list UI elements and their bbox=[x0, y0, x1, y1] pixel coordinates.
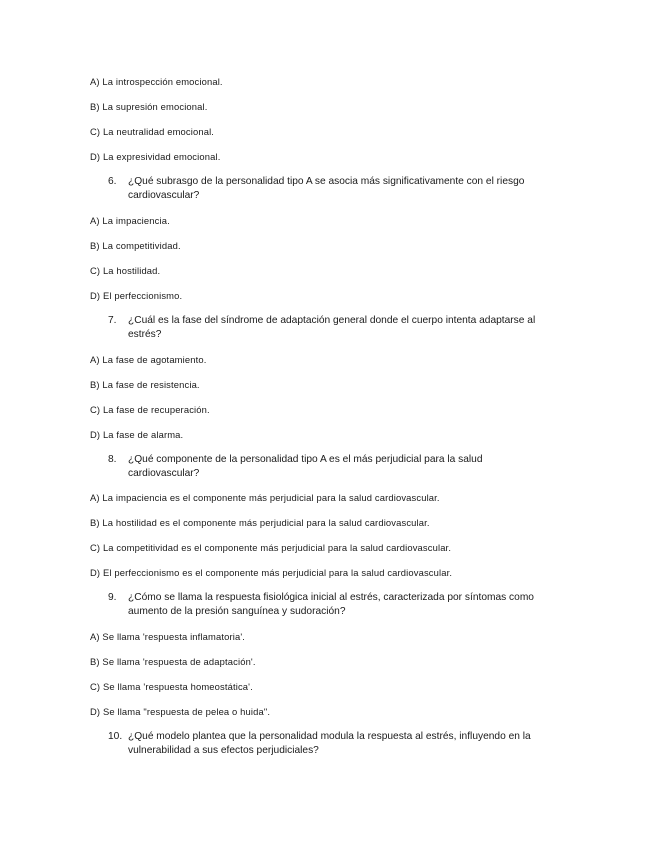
question-7-text: ¿Cuál es la fase del síndrome de adaptación general donde el cuerpo intenta adaptarse al estrés? bbox=[128, 315, 536, 340]
question-9-number: 9. bbox=[108, 592, 117, 603]
q7-option-c: C) La fase de recuperación. bbox=[90, 404, 210, 415]
question-6 bbox=[108, 175, 548, 203]
q8-option-d: D) El perfeccionismo es el componente más perjudicial para la salud cardiovascular. bbox=[90, 567, 453, 578]
question-10-text: ¿Qué modelo plantea que la personalidad modula la respuesta al estrés, influyendo en la vulnerabilidad a sus efectos perjudiciales? bbox=[128, 731, 531, 756]
q5-option-b: B) La supresión emocional. bbox=[90, 101, 208, 112]
question-7-number: 7. bbox=[108, 315, 117, 326]
question-10-number: 10. bbox=[108, 731, 123, 742]
q7-option-b: B) La fase de resistencia. bbox=[90, 379, 200, 390]
q5-option-c: C) La neutralidad emocional. bbox=[90, 126, 215, 137]
q6-option-b: B) La competitividad. bbox=[90, 240, 181, 251]
question-7 bbox=[108, 314, 548, 342]
q8-option-b: B) La hostilidad es el componente más perjudicial para la salud cardiovascular. bbox=[90, 517, 430, 528]
q6-option-c: C) La hostilidad. bbox=[90, 265, 161, 276]
q8-option-a: A) La impaciencia es el componente más perjudicial para la salud cardiovascular. bbox=[90, 492, 440, 503]
q8-option-c: C) La competitividad es el componente más perjudicial para la salud cardiovascular. bbox=[90, 542, 452, 553]
q5-option-a: A) La introspección emocional. bbox=[90, 76, 223, 87]
question-9-text: ¿Cómo se llama la respuesta fisiológica inicial al estrés, caracterizada por síntomas como aumento de la presión sanguínea y sudoración? bbox=[128, 592, 534, 617]
q9-option-b: B) Se llama 'respuesta de adaptación'. bbox=[90, 656, 256, 667]
question-8-number: 8. bbox=[108, 454, 117, 465]
question-9 bbox=[108, 591, 548, 619]
question-8 bbox=[108, 453, 548, 481]
q9-option-a: A) Se llama 'respuesta inflamatoria'. bbox=[90, 631, 246, 642]
q9-option-d: D) Se llama "respuesta de pelea o huida". bbox=[90, 706, 271, 717]
question-10 bbox=[108, 730, 548, 758]
q6-option-d: D) El perfeccionismo. bbox=[90, 290, 183, 301]
q6-option-a: A) La impaciencia. bbox=[90, 215, 170, 226]
question-6-number: 6. bbox=[108, 176, 117, 187]
q7-option-d: D) La fase de alarma. bbox=[90, 429, 184, 440]
q7-option-a: A) La fase de agotamiento. bbox=[90, 354, 207, 365]
q5-option-d: D) La expresividad emocional. bbox=[90, 151, 221, 162]
q9-option-c: C) Se llama 'respuesta homeostática'. bbox=[90, 681, 253, 692]
question-6-text: ¿Qué subrasgo de la personalidad tipo A se asocia más significativamente con el riesgo cardiovascular? bbox=[128, 176, 525, 201]
question-8-text: ¿Qué componente de la personalidad tipo A es el más perjudicial para la salud cardiovascular? bbox=[128, 454, 483, 479]
